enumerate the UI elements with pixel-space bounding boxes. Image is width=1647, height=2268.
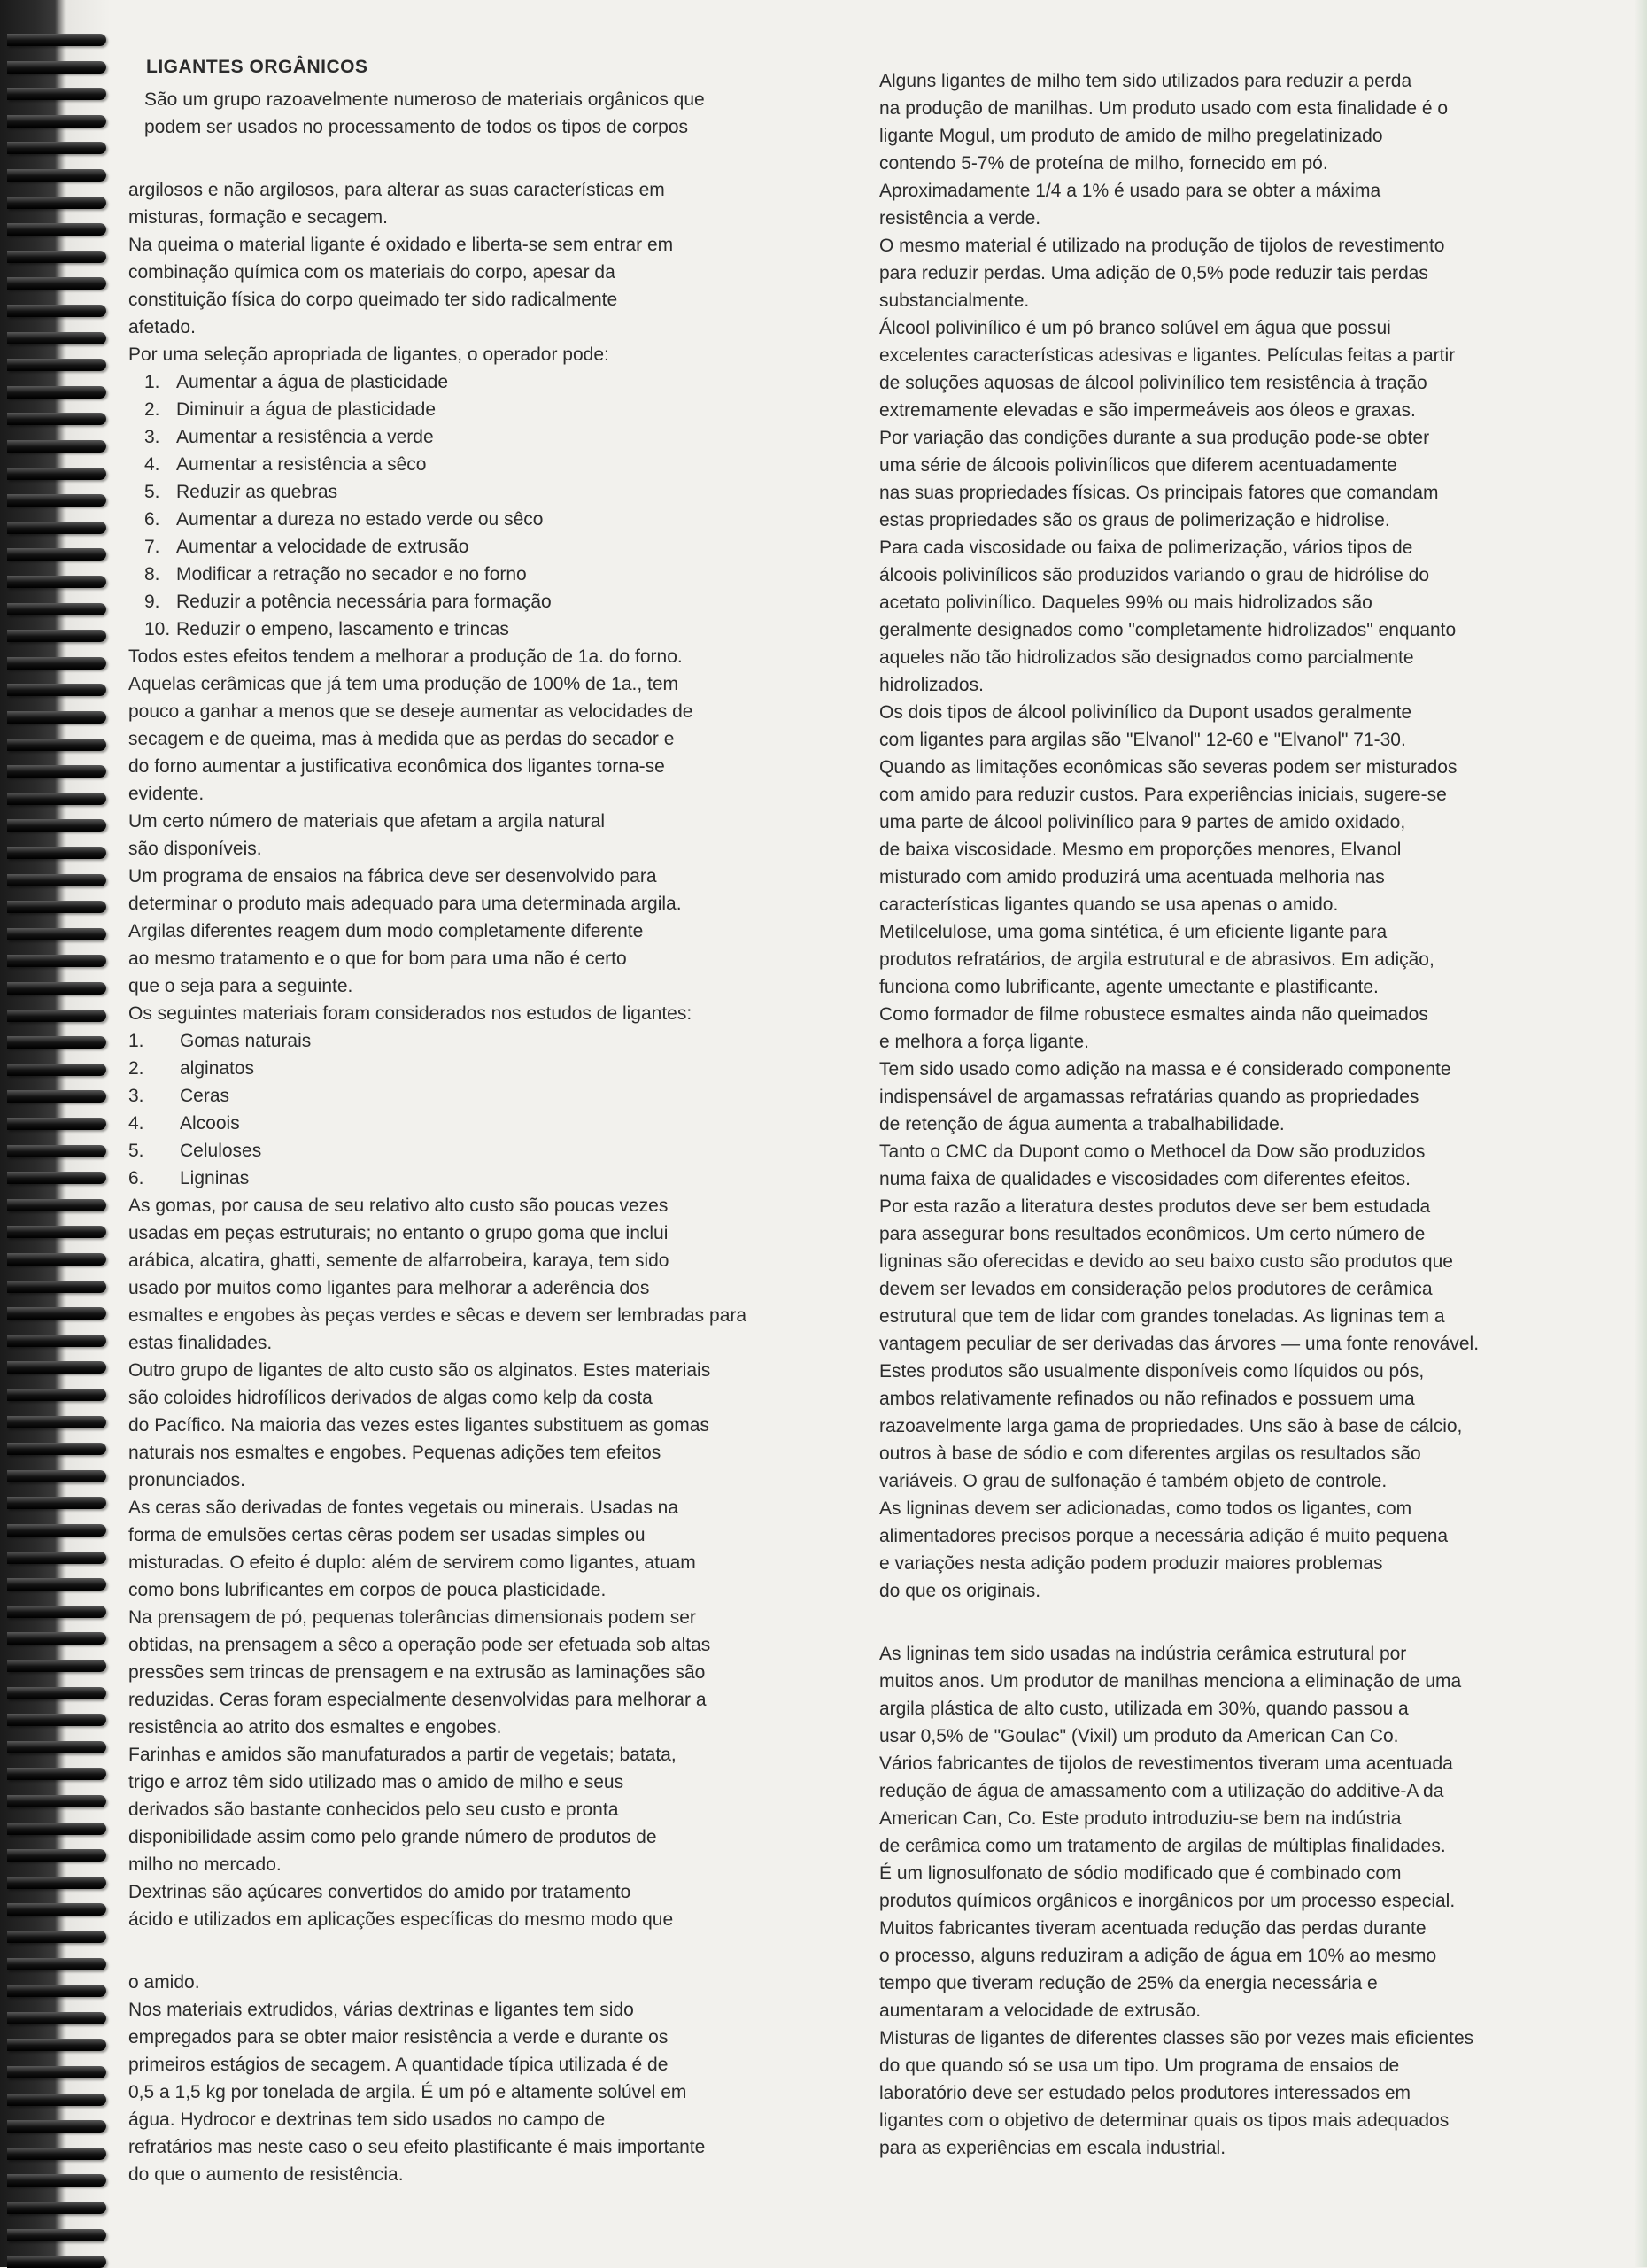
paragraph-effects-summary (128, 643, 782, 1027)
text-line: Farinhas e amidos são manufaturados a partir de vegetais; batata, (128, 1745, 677, 1765)
text-line: vantagem peculiar de ser derivadas das árvores — uma fonte renovável. (879, 1334, 1480, 1354)
text-line: combinação química com os materiais do corpo, apesar da (128, 262, 615, 283)
spacer (879, 1605, 1561, 1640)
text-line: e variações nesta adição podem produzir maiores problemas (879, 1553, 1383, 1574)
list-item (128, 368, 782, 396)
list-number: 3. (144, 427, 160, 447)
text-line: reduzidas. Ceras foram especialmente desenvolvidas para melhorar a (128, 1690, 707, 1710)
list-number: 9. (144, 592, 160, 612)
list-text: Ceras (180, 1086, 230, 1106)
text-line: de baixa viscosidade. Mesmo em proporções menores, Elvanol (879, 840, 1402, 860)
spiral-coil (7, 901, 106, 913)
paragraph-materials (128, 1192, 782, 1933)
text-line: derivados são bastante conhecidos pelo seu custo e pronta (128, 1800, 619, 1820)
list-text: Aumentar a resistência a verde (176, 427, 434, 447)
text-line: uma série de álcoois polivinílicos que diferem acentuadamente (879, 455, 1397, 476)
spiral-coil (7, 277, 106, 290)
text-line: na produção de manilhas. Um produto usado com esta finalidade é o (879, 98, 1449, 119)
spiral-coil (7, 765, 106, 778)
text-line: argila plástica de alto custo, utilizada em 30%, quando passou a (879, 1699, 1409, 1719)
spiral-coil (7, 1795, 106, 1807)
list-item (128, 1082, 782, 1110)
spacer (128, 141, 782, 176)
text-line: produtos químicos orgânicos e inorgânicos por um processo especial. (879, 1891, 1456, 1911)
text-line: ácido e utilizados em aplicações específicas do mesmo modo que (128, 1909, 674, 1930)
list-text: Aumentar a velocidade de extrusão (176, 537, 469, 557)
list-text: Ligninas (180, 1168, 250, 1188)
spiral-coil (7, 440, 106, 453)
text-line: Aquelas cerâmicas que já tem uma produção de 100% de 1a., tem (128, 674, 679, 694)
text-line: As ligninas devem ser adicionadas, como todos os ligantes, com (879, 1498, 1412, 1519)
spiral-coil (7, 2148, 106, 2160)
spiral-coil (7, 2256, 106, 2268)
spiral-coil (7, 1470, 106, 1482)
spiral-coil (7, 1010, 106, 1022)
text-line: Metilcelulose, uma goma sintética, é um eficiente ligante para (879, 922, 1388, 942)
text-line: hidrolizados. (879, 675, 984, 695)
list-item (128, 1165, 782, 1192)
text-line: Na prensagem de pó, pequenas tolerâncias dimensionais podem ser (128, 1607, 696, 1628)
spiral-coil (7, 1768, 106, 1780)
spiral-coil (7, 576, 106, 588)
text-line: estas propriedades são os graus de polimerização e hidrolise. (879, 510, 1390, 530)
text-line: ao mesmo tratamento e o que for bom para uma não é certo (128, 948, 627, 969)
spiral-coil (7, 1497, 106, 1509)
list-number: 4. (144, 454, 160, 475)
spiral-coil (7, 2094, 106, 2106)
text-line: Álcool polivinílico é um pó branco solúvel em água que possui (879, 318, 1391, 338)
spiral-coil (7, 1389, 106, 1401)
text-line: Nos materiais extrudidos, várias dextrinas e ligantes tem sido (128, 2000, 634, 2020)
list-text: Reduzir as quebras (176, 482, 338, 502)
list-item (128, 423, 782, 451)
text-line: afetado. (128, 317, 196, 337)
spiral-coil (7, 1931, 106, 1943)
list-number: 6. (144, 509, 160, 530)
text-line: evidente. (128, 784, 205, 804)
text-line: empregados para se obter maior resistência a verde e durante os (128, 2027, 669, 2047)
spiral-coil (7, 197, 106, 209)
spiral-coil (7, 1552, 106, 1564)
text-line: numa faixa de qualidades e viscosidades com diferentes efeitos. (879, 1169, 1411, 1189)
text-line: álcoois polivinílicos são produzidos variando o grau de hidrólise do (879, 565, 1430, 585)
paragraph-binding-process (128, 176, 782, 368)
text-line: o amido. (128, 1972, 200, 1993)
list-item (128, 1055, 782, 1082)
spiral-coil (7, 522, 106, 534)
text-line: naturais nos esmaltes e engobes. Pequenas adições tem efeitos (128, 1443, 661, 1463)
text-line: usado por muitos como ligantes para melhorar a aderência dos (128, 1278, 650, 1298)
left-column (128, 53, 782, 2188)
text-line: Tanto o CMC da Dupont como o Methocel da Dow são produzidos (879, 1142, 1426, 1162)
paragraph-dextrins (128, 1969, 782, 2188)
spiral-coil (7, 1064, 106, 1076)
spiral-coil (7, 1172, 106, 1184)
spiral-coil (7, 1903, 106, 1916)
spiral-coil (7, 1985, 106, 1997)
text-line: ligninas são oferecidas e devido ao seu baixo custo são produtos que (879, 1251, 1453, 1272)
text-line: do Pacífico. Na maioria das vezes estes ligantes substituem as gomas (128, 1415, 709, 1436)
spiral-coil (7, 115, 106, 128)
text-line: podem ser usados no processamento de todos os tipos de corpos (144, 117, 689, 137)
text-line: Quando as limitações econômicas são severas podem ser misturados (879, 757, 1458, 778)
text-line: acetato polivinílico. Daqueles 99% ou mais hidrolizados são (879, 592, 1372, 613)
spiral-coil (7, 1090, 106, 1103)
list-text: Reduzir o empeno, lascamento e trincas (176, 619, 509, 639)
spiral-coil (7, 739, 106, 751)
text-line: do que os originais. (879, 1581, 1041, 1601)
list-number: 5. (144, 482, 160, 502)
text-line: de cerâmica como um tratamento de argilas de múltiplas finalidades. (879, 1836, 1446, 1856)
spiral-coil (7, 819, 106, 832)
text-line: aumentaram a velocidade de extrusão. (879, 2001, 1202, 2021)
spiral-coil (7, 386, 106, 399)
spiral-coil (7, 332, 106, 344)
text-line: esmaltes e engobes às peças verdes e sêcas e devem ser lembradas para (128, 1305, 747, 1326)
text-line: resistência ao atrito dos esmaltes e engobes. (128, 1717, 502, 1738)
text-line: forma de emulsões certas cêras podem ser usadas simples ou (128, 1525, 646, 1545)
text-line: Vários fabricantes de tijolos de revestimentos tiveram uma acentuada (879, 1753, 1453, 1774)
text-line: São um grupo razoavelmente numeroso de materiais orgânicos que (144, 89, 705, 110)
text-line: Dextrinas são açúcares convertidos do amido por tratamento (128, 1882, 631, 1902)
text-line: funciona como lubrificante, agente umectante e plastificante. (879, 977, 1379, 997)
spiral-coil (7, 955, 106, 967)
text-line: misturas, formação e secagem. (128, 207, 388, 228)
intro-paragraph (128, 86, 782, 141)
spiral-coil (7, 1199, 106, 1211)
spiral-coil (7, 1361, 106, 1374)
spiral-coil (7, 982, 106, 995)
spiral-coil (7, 2229, 106, 2241)
spiral-coil (7, 793, 106, 805)
spiral-binding (0, 0, 111, 2267)
text-line: devem ser levados em consideração pelos produtores de cerâmica (879, 1279, 1433, 1299)
text-line: extremamente elevadas e são impermeáveis aos óleos e graxas. (879, 400, 1416, 421)
effects-list (128, 368, 782, 643)
text-line: Por esta razão a literatura destes produtos deve ser bem estudada (879, 1196, 1431, 1217)
list-item (128, 533, 782, 561)
list-text: alginatos (180, 1058, 255, 1079)
list-number: 3. (128, 1086, 144, 1106)
spiral-coil (7, 711, 106, 724)
text-line: redução de água de amassamento com a utilização do additive-A da (879, 1781, 1444, 1801)
spiral-coil (7, 1524, 106, 1537)
text-line: usadas em peças estruturais; no entanto o grupo goma que inclui (128, 1223, 669, 1243)
text-line: determinar o produto mais adequado para uma determinada argila. (128, 894, 682, 914)
list-text: Celuloses (180, 1141, 262, 1161)
text-line: água. Hydrocor e dextrinas tem sido usados no campo de (128, 2109, 606, 2130)
list-number: 2. (144, 399, 160, 420)
text-line: pronunciados. (128, 1470, 245, 1490)
spiral-coil (7, 684, 106, 696)
list-item (128, 615, 782, 643)
spiral-coil (7, 1253, 106, 1266)
text-line: ligantes com o objetivo de determinar quais os tipos mais adequados (879, 2110, 1450, 2131)
list-item (128, 451, 782, 478)
list-number: 6. (128, 1168, 144, 1188)
text-line: disponibilidade assim como pelo grande número de produtos de (128, 1827, 657, 1847)
text-line: nas suas propriedades físicas. Os principais fatores que comandam (879, 483, 1439, 503)
list-text: Gomas naturais (180, 1031, 312, 1051)
spiral-coil (7, 223, 106, 236)
spiral-coil (7, 88, 106, 100)
materials-list (128, 1027, 782, 1192)
spiral-coil (7, 1606, 106, 1618)
section-heading: LIGANTES ORGÂNICOS (146, 57, 368, 77)
spiral-coil (7, 169, 106, 182)
text-line: do que o aumento de resistência. (128, 2164, 404, 2185)
text-line: estas finalidades. (128, 1333, 273, 1353)
text-line: milho no mercado. (128, 1854, 282, 1875)
text-line: o processo, alguns reduziram a adição de água em 10% ao mesmo (879, 1946, 1437, 1966)
spiral-coil (7, 2202, 106, 2214)
text-line: secagem e de queima, mas à medida que as perdas do secador e (128, 729, 675, 749)
spiral-coil (7, 251, 106, 263)
text-line: Muitos fabricantes tiveram acentuada redução das perdas durante (879, 1918, 1427, 1939)
text-line: substancialmente. (879, 290, 1030, 311)
text-line: misturadas. O efeito é duplo: além de servirem como ligantes, atuam (128, 1552, 696, 1573)
spiral-coil (7, 1849, 106, 1862)
list-item (128, 396, 782, 423)
list-text: Aumentar a dureza no estado verde ou sêco (176, 509, 544, 530)
spiral-coil (7, 305, 106, 317)
spiral-coil (7, 1578, 106, 1591)
spiral-coil (7, 1335, 106, 1347)
text-line: Um programa de ensaios na fábrica deve ser desenvolvido para (128, 866, 657, 886)
text-line: do que quando só se usa um tipo. Um programa de ensaios de (879, 2055, 1400, 2076)
text-line: de retenção de água aumenta a trabalhabilidade. (879, 1114, 1285, 1134)
spiral-coil (7, 657, 106, 670)
text-line: Alguns ligantes de milho tem sido utilizados para reduzir a perda (879, 71, 1412, 91)
text-line: ligante Mogul, um produto de amido de milho pregelatinizado (879, 126, 1383, 146)
text-line: Na queima o material ligante é oxidado e liberta-se sem entrar em (128, 235, 674, 255)
spiral-coil (7, 2039, 106, 2051)
spiral-coil (7, 1416, 106, 1428)
spiral-coil (7, 548, 106, 561)
text-line: são coloides hidrofílicos derivados de algas como kelp da costa (128, 1388, 653, 1408)
list-number: 2. (128, 1058, 144, 1079)
list-item (128, 506, 782, 533)
text-line: Por uma seleção apropriada de ligantes, o operador pode: (128, 344, 609, 365)
spiral-coil (7, 359, 106, 371)
text-line: que o seja para a seguinte. (128, 976, 353, 996)
text-line: tempo que tiveram redução de 25% da energia necessária e (879, 1973, 1378, 1993)
spiral-coil (7, 1823, 106, 1835)
text-line: As ligninas tem sido usadas na indústria cerâmica estrutural por (879, 1644, 1407, 1664)
text-line: razoavelmente larga gama de propriedades. Uns são à base de cálcio, (879, 1416, 1463, 1436)
text-line: pouco a ganhar a menos que se deseje aumentar as velocidades de (128, 701, 693, 722)
text-line: alimentadores precisos porque a necessária adição é muito pequena (879, 1526, 1449, 1546)
text-line: As gomas, por causa de seu relativo alto custo são poucas vezes (128, 1196, 669, 1216)
spiral-coil (7, 630, 106, 642)
page-edge (1635, 0, 1647, 2267)
text-line: outros à base de sódio e com diferentes argilas os resultados são (879, 1444, 1421, 1464)
text-line: American Can, Co. Este produto introduziu-se bem na indústria (879, 1808, 1402, 1829)
text-line: excelentes características adesivas e ligantes. Películas feitas a partir (879, 345, 1456, 366)
list-text: Aumentar a resistência a sêco (176, 454, 427, 475)
text-line: É um lignosulfonato de sódio modificado que é combinado com (879, 1863, 1402, 1884)
list-number: 8. (144, 564, 160, 584)
spiral-coil (7, 1958, 106, 1970)
text-line: refratários mas neste caso o seu efeito plastificante é mais importante (128, 2137, 706, 2157)
list-number: 1. (144, 372, 160, 392)
list-item (128, 561, 782, 588)
spiral-coil (7, 847, 106, 859)
text-line: características ligantes quando se usa apenas o amido. (879, 894, 1339, 915)
text-line: contendo 5-7% de proteína de milho, fornecido em pó. (879, 153, 1328, 174)
spiral-coil (7, 1307, 106, 1320)
list-number: 1. (128, 1031, 144, 1051)
list-text: Diminuir a água de plasticidade (176, 399, 437, 420)
spiral-coil (7, 2120, 106, 2133)
text-line: Todos estes efeitos tendem a melhorar a produção de 1a. do forno. (128, 646, 683, 667)
text-line: de soluções aquosas de álcool polivinílico tem resistência à tração (879, 373, 1427, 393)
text-line: laboratório deve ser estudado pelos produtores interessados em (879, 2083, 1411, 2103)
spiral-coil (7, 413, 106, 425)
text-line: Argilas diferentes reagem dum modo completamente diferente (128, 921, 644, 941)
text-line: como bons lubrificantes em corpos de pouca plasticidade. (128, 1580, 607, 1600)
text-line: com ligantes para argilas são "Elvanol" 12-60 e "Elvanol" 71-30. (879, 730, 1406, 750)
list-item (128, 588, 782, 615)
text-line: obtidas, na prensagem a sêco a operação pode ser efetuada sob altas (128, 1635, 711, 1655)
text-line: para reduzir perdas. Uma adição de 0,5% pode reduzir tais perdas (879, 263, 1428, 283)
spiral-coil (7, 1281, 106, 1293)
text-line: 0,5 a 1,5 kg por tonelada de argila. É um pó e altamente solúvel em (128, 2082, 687, 2102)
text-line: arábica, alcatira, ghatti, semente de alfarrobeira, karaya, tem sido (128, 1250, 669, 1271)
spiral-coil (7, 494, 106, 507)
spiral-coil (7, 2012, 106, 2024)
spiral-coil (7, 603, 106, 615)
text-line: Misturas de ligantes de diferentes classes são por vezes mais eficientes (879, 2028, 1474, 2048)
text-line: O mesmo material é utilizado na produção de tijolos de revestimento (879, 236, 1445, 256)
text-line: usar 0,5% de "Goulac" (Vixil) um produto da American Can Co. (879, 1726, 1399, 1746)
text-line: produtos refratários, de argila estrutural e de abrasivos. Em adição, (879, 949, 1434, 970)
spiral-coil (7, 468, 106, 480)
spiral-coil (7, 2066, 106, 2078)
text-line: aqueles não tão hidrolizados são designados como parcialmente (879, 647, 1414, 668)
text-line: Por variação das condições durante a sua produção pode-se obter (879, 428, 1430, 448)
spiral-coil (7, 1877, 106, 1889)
list-item (128, 478, 782, 506)
list-number: 4. (128, 1113, 144, 1134)
spiral-coil (7, 142, 106, 154)
text-line: para as experiências em escala industrial. (879, 2138, 1226, 2158)
text-line: indispensável de argamassas refratárias quando as propriedades (879, 1087, 1419, 1107)
spiral-coil (7, 928, 106, 940)
text-line: uma parte de álcool polivinílico para 9 partes de amido oxidado, (879, 812, 1406, 832)
text-line: Como formador de filme robustece esmaltes ainda não queimados (879, 1004, 1428, 1025)
list-number: 5. (128, 1141, 144, 1161)
text-line: Para cada viscosidade ou faixa de polimerização, vários tipos de (879, 538, 1413, 558)
list-number: 10. (144, 619, 171, 639)
spiral-coil (7, 1443, 106, 1455)
spiral-coil (7, 1741, 106, 1753)
list-item (128, 1110, 782, 1137)
text-line: e melhora a força ligante. (879, 1032, 1089, 1052)
text-line: com amido para reduzir custos. Para experiências iniciais, sugere-se (879, 785, 1447, 805)
text-line: resistência a verde. (879, 208, 1041, 228)
text-line: geralmente designados como "completamente hidrolizados" enquanto (879, 620, 1457, 640)
list-text: Modificar a retração no secador e no forno (176, 564, 527, 584)
list-item (128, 1027, 782, 1055)
text-line: Estes produtos são usualmente disponíveis como líquidos ou pós, (879, 1361, 1425, 1382)
text-line: Outro grupo de ligantes de alto custo são os alginatos. Estes materiais (128, 1360, 711, 1381)
text-line: Aproximadamente 1/4 a 1% é usado para se obter a máxima (879, 181, 1381, 201)
text-line: do forno aumentar a justificativa econômica dos ligantes torna-se (128, 756, 665, 777)
spiral-coil (7, 1036, 106, 1049)
text-line: Os dois tipos de álcool polivinílico da Dupont usados geralmente (879, 702, 1412, 723)
spacer (128, 1933, 782, 1969)
text-line: variáveis. O grau de sulfonação é também objeto de controle. (879, 1471, 1388, 1491)
text-line: são disponíveis. (128, 839, 262, 859)
spiral-coil (7, 61, 106, 74)
list-number: 7. (144, 537, 160, 557)
list-text: Aumentar a água de plasticidade (176, 372, 449, 392)
text-line: As ceras são derivadas de fontes vegetais ou minerais. Usadas na (128, 1498, 679, 1518)
text-line: misturado com amido produzirá uma acentuada melhoria nas (879, 867, 1385, 887)
spiral-coil (7, 1145, 106, 1157)
text-line: Tem sido usado como adição na massa e é considerado componente (879, 1059, 1451, 1080)
text-line: primeiros estágios de secagem. A quantidade típica utilizada é de (128, 2055, 669, 2075)
spiral-coil (7, 1118, 106, 1130)
spiral-coil (7, 1660, 106, 1672)
spiral-coil (7, 2174, 106, 2187)
text-line: pressões sem trincas de prensagem e na extrusão as laminações são (128, 1662, 706, 1683)
list-text: Alcoois (180, 1113, 240, 1134)
text-line: para assegurar bons resultados econômicos. Um certo número de (879, 1224, 1426, 1244)
text-line: muitos anos. Um produtor de manilhas menciona a eliminação de uma (879, 1671, 1462, 1691)
spiral-coil (7, 1226, 106, 1238)
text-line: estrutural que tem de lidar com grandes toneladas. As ligninas tem a (879, 1306, 1445, 1327)
text-line: trigo e arroz têm sido utilizado mas o amido de milho e seus (128, 1772, 624, 1792)
text-line: ambos relativamente refinados ou não refinados e possuem uma (879, 1389, 1415, 1409)
text-line: Os seguintes materiais foram considerados nos estudos de ligantes: (128, 1003, 692, 1024)
text-line: constituição física do corpo queimado ter sido radicalmente (128, 290, 618, 310)
list-item (128, 1137, 782, 1165)
spiral-coil (7, 34, 106, 46)
spiral-coil (7, 874, 106, 886)
paragraph-lignins (879, 1640, 1561, 2162)
text-line: Um certo número de materiais que afetam a argila natural (128, 811, 606, 832)
spiral-coil (7, 1687, 106, 1699)
list-text: Reduzir a potência necessária para formação (176, 592, 552, 612)
text-line: argilosos e não argilosos, para alterar as suas características em (128, 180, 665, 200)
spiral-coil (7, 1714, 106, 1726)
paragraph-binders (879, 67, 1561, 1605)
spiral-coil (7, 1632, 106, 1645)
right-column (879, 67, 1561, 2162)
